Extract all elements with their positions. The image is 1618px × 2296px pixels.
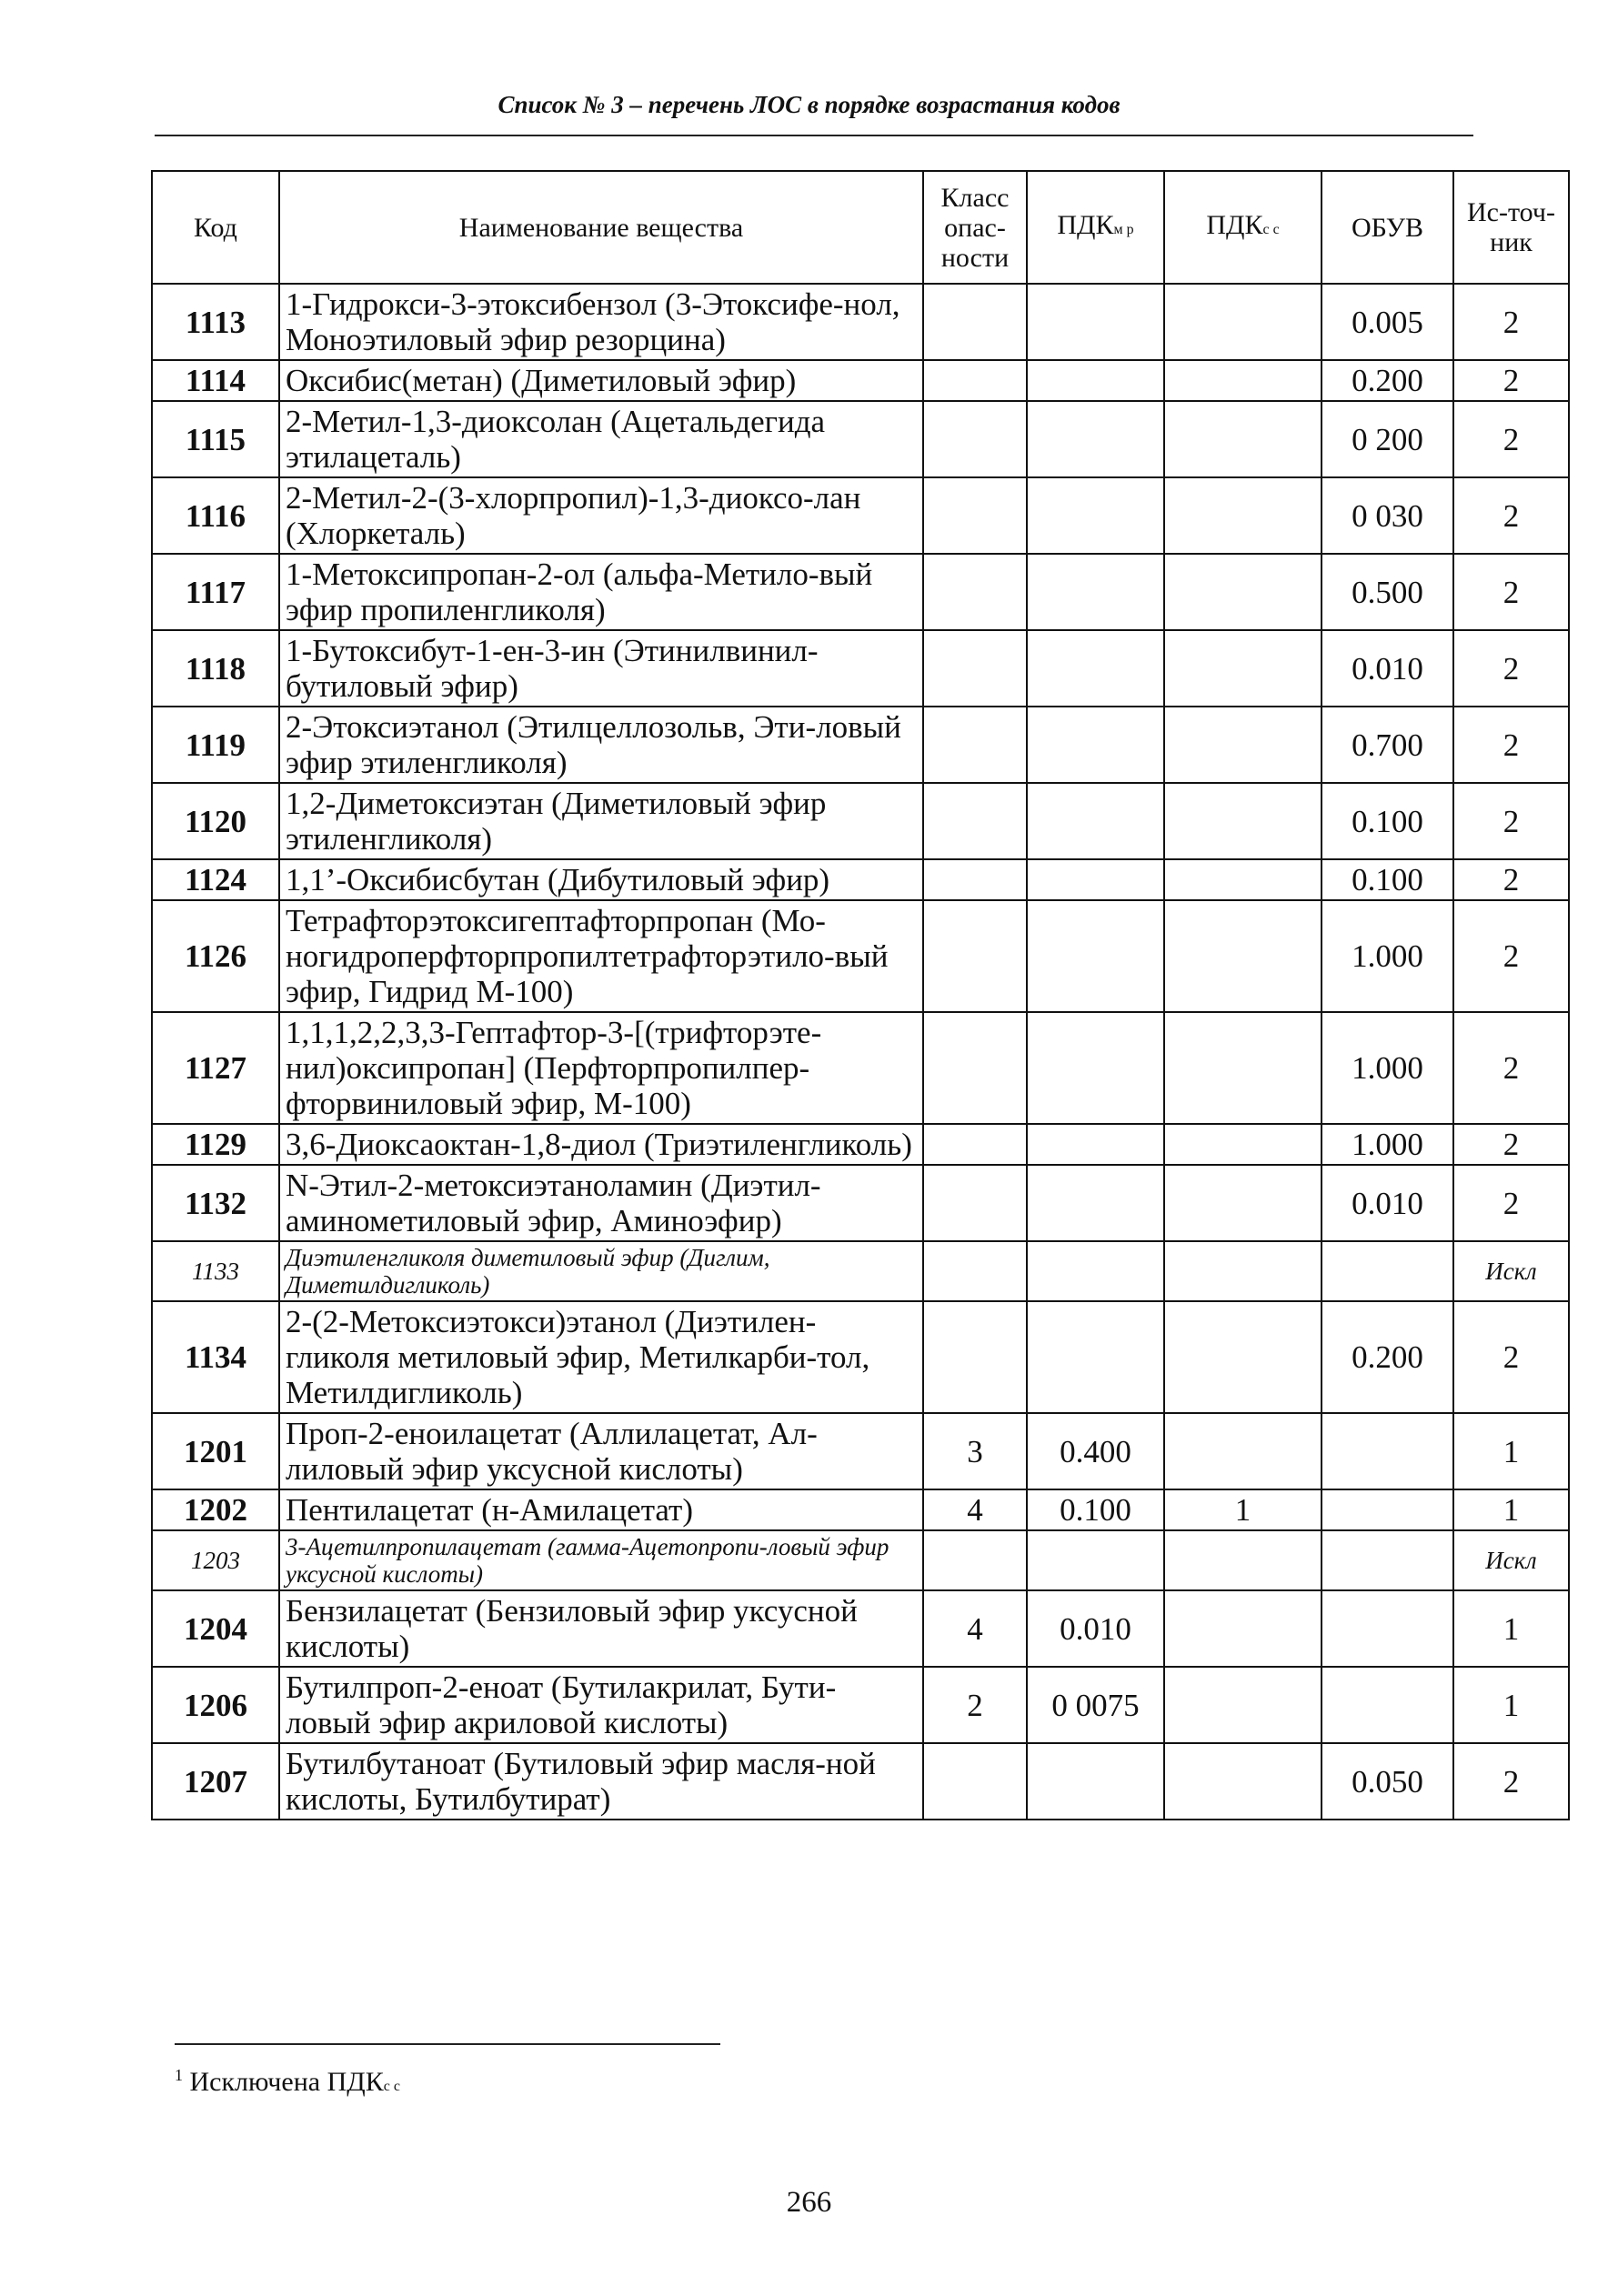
cell-hazard-class [923,284,1027,360]
cell-hazard-class: 3 [923,1413,1027,1489]
cell-pdk-mr [1027,1530,1164,1590]
cell-pdk-mr [1027,284,1164,360]
footnote-text: Исключена ПДК [189,2067,384,2097]
header-name: Наименование вещества [279,171,923,284]
cell-code: 1117 [152,554,279,630]
cell-source: 1 [1453,1590,1569,1667]
cell-obuv: 0.500 [1322,554,1453,630]
cell-name: Бутилбутаноат (Бутиловый эфир масля-ной кислоты, Бутилбутират) [279,1743,923,1820]
cell-pdk-ss [1164,1743,1322,1820]
table-row [152,1743,1569,1820]
cell-source: 2 [1453,477,1569,554]
cell-code: 1116 [152,477,279,554]
cell-pdk-ss [1164,360,1322,401]
header-rule [155,135,1473,136]
cell-name: 2-Этоксиэтанол (Этилцеллозольв, Эти-ловый эфир этиленгликоля) [279,707,923,783]
cell-obuv: 1.000 [1322,900,1453,1012]
cell-obuv [1322,1413,1453,1489]
table-row [152,1590,1569,1667]
cell-name: 3-Ацетилпропилацетат (гамма-Ацетопропи-ловый эфир уксусной кислоты) [279,1530,923,1590]
cell-source: 2 [1453,554,1569,630]
cell-hazard-class [923,707,1027,783]
cell-source: 1 [1453,1413,1569,1489]
substances-table [151,170,1570,1820]
cell-hazard-class [923,1012,1027,1124]
cell-hazard-class [923,1301,1027,1413]
cell-obuv: 0.700 [1322,707,1453,783]
cell-name: Диэтиленгликоля диметиловый эфир (Диглим, Диметилдигликоль) [279,1241,923,1301]
table-row [152,477,1569,554]
cell-pdk-mr [1027,1012,1164,1124]
cell-hazard-class [923,900,1027,1012]
cell-code: 1134 [152,1301,279,1413]
header-pdk-ss-sub: с с [1262,222,1280,237]
header-pdk-mr-text: ПДК [1057,210,1114,240]
cell-pdk-ss [1164,554,1322,630]
cell-source: 2 [1453,284,1569,360]
cell-pdk-mr [1027,1165,1164,1241]
cell-hazard-class [923,1743,1027,1820]
cell-pdk-mr [1027,783,1164,859]
cell-obuv [1322,1590,1453,1667]
cell-obuv: 0.100 [1322,859,1453,900]
table-row [152,401,1569,477]
cell-pdk-ss [1164,1241,1322,1301]
cell-pdk-ss [1164,1124,1322,1165]
cell-hazard-class [923,477,1027,554]
cell-pdk-ss: 1 [1164,1489,1322,1530]
cell-pdk-ss [1164,1301,1322,1413]
cell-pdk-mr: 0.010 [1027,1590,1164,1667]
table-row [152,1489,1569,1530]
cell-hazard-class [923,1530,1027,1590]
cell-source: 2 [1453,1743,1569,1820]
cell-obuv: 1.000 [1322,1012,1453,1124]
cell-hazard-class [923,554,1027,630]
table-row [152,1530,1569,1590]
cell-source: 2 [1453,401,1569,477]
header-pdk-mr-sub: м р [1113,222,1134,237]
cell-source: Искл [1453,1241,1569,1301]
cell-obuv: 0.005 [1322,284,1453,360]
cell-name: 1,1’-Оксибисбутан (Дибутиловый эфир) [279,859,923,900]
table-row [152,1165,1569,1241]
cell-hazard-class: 2 [923,1667,1027,1743]
cell-pdk-mr [1027,707,1164,783]
cell-code: 1129 [152,1124,279,1165]
cell-code: 1124 [152,859,279,900]
cell-name: Оксибис(метан) (Диметиловый эфир) [279,360,923,401]
page-header: Список № 3 – перечень ЛОС в порядке возрастания кодов [497,91,1121,118]
cell-pdk-mr [1027,1301,1164,1413]
cell-code: 1203 [152,1530,279,1590]
cell-name: 1,1,1,2,2,3,3-Гептафтор-3-[(трифторэте-нил)оксипропан] (Перфторпропилпер-фторвиниловый эфир, М-100) [279,1012,923,1124]
cell-name: 1-Гидрокси-3-этоксибензол (3-Этоксифе-нол, Моноэтиловый эфир резорцина) [279,284,923,360]
header-pdk-mr [1027,171,1164,284]
cell-code: 1118 [152,630,279,707]
cell-hazard-class [923,360,1027,401]
cell-source: 2 [1453,1012,1569,1124]
cell-pdk-ss [1164,284,1322,360]
cell-pdk-ss [1164,477,1322,554]
table-row [152,1667,1569,1743]
cell-obuv: 0.200 [1322,1301,1453,1413]
cell-pdk-ss [1164,783,1322,859]
cell-pdk-mr [1027,859,1164,900]
footnote [175,2059,400,2103]
cell-name: Пентилацетат (н-Амилацетат) [279,1489,923,1530]
cell-pdk-ss [1164,1667,1322,1743]
table-row [152,1301,1569,1413]
cell-pdk-ss [1164,1413,1322,1489]
cell-obuv: 0.200 [1322,360,1453,401]
cell-hazard-class [923,783,1027,859]
cell-pdk-mr: 0 0075 [1027,1667,1164,1743]
cell-pdk-mr: 0.100 [1027,1489,1164,1530]
cell-pdk-mr: 0.400 [1027,1413,1164,1489]
cell-name: Бутилпроп-2-еноат (Бутилакрилат, Бути-ловый эфир акриловой кислоты) [279,1667,923,1743]
cell-source: 2 [1453,630,1569,707]
cell-code: 1204 [152,1590,279,1667]
table-row [152,284,1569,360]
cell-code: 1206 [152,1667,279,1743]
cell-name: 3,6-Диоксаоктан-1,8-диол (Триэтиленгликоль) [279,1124,923,1165]
cell-code: 1202 [152,1489,279,1530]
cell-obuv [1322,1667,1453,1743]
cell-code: 1133 [152,1241,279,1301]
cell-code: 1132 [152,1165,279,1241]
table-row [152,900,1569,1012]
cell-source: 2 [1453,1301,1569,1413]
table-row [152,1413,1569,1489]
cell-pdk-mr [1027,900,1164,1012]
cell-name: Проп-2-еноилацетат (Аллилацетат, Ал-лиловый эфир уксусной кислоты) [279,1413,923,1489]
cell-hazard-class: 4 [923,1590,1027,1667]
cell-source: 2 [1453,360,1569,401]
cell-pdk-mr [1027,1124,1164,1165]
table-row [152,707,1569,783]
cell-pdk-mr [1027,554,1164,630]
footnote-mark: 1 [175,2066,183,2084]
footnote-sub: с с [383,2079,400,2094]
table-row [152,859,1569,900]
table-row [152,783,1569,859]
cell-hazard-class [923,401,1027,477]
cell-pdk-mr [1027,401,1164,477]
table-row [152,630,1569,707]
cell-pdk-mr [1027,477,1164,554]
cell-pdk-ss [1164,401,1322,477]
table-row [152,1124,1569,1165]
cell-source: 1 [1453,1667,1569,1743]
header-obuv: ОБУВ [1322,171,1453,284]
header-source: Ис-точ-ник [1453,171,1569,284]
cell-source: 2 [1453,859,1569,900]
cell-pdk-mr [1027,630,1164,707]
table-row [152,1241,1569,1301]
cell-code: 1120 [152,783,279,859]
table-header-row [152,171,1569,284]
cell-obuv: 0 200 [1322,401,1453,477]
cell-obuv: 0.010 [1322,1165,1453,1241]
cell-pdk-ss [1164,900,1322,1012]
cell-name: 2-Метил-1,3-диоксолан (Ацетальдегида этилацеталь) [279,401,923,477]
cell-source: 2 [1453,900,1569,1012]
cell-name: 1-Метоксипропан-2-ол (альфа-Метило-вый эфир пропиленгликоля) [279,554,923,630]
cell-name: Тетрафторэтоксигептафторпропан (Мо-ногидроперфторпропилтетрафторэтило-вый эфир, Гидрид М-100) [279,900,923,1012]
cell-code: 1126 [152,900,279,1012]
cell-code: 1114 [152,360,279,401]
page-number: 266 [786,2186,832,2219]
header-hazard-class: Класс опас-ности [923,171,1027,284]
cell-pdk-ss [1164,1012,1322,1124]
cell-pdk-mr [1027,360,1164,401]
cell-source: 1 [1453,1489,1569,1530]
cell-hazard-class [923,859,1027,900]
cell-obuv: 1.000 [1322,1124,1453,1165]
cell-name: 2-(2-Метоксиэтокси)этанол (Диэтилен-гликоля метиловый эфир, Метилкарби-тол, Метилдигликоль) [279,1301,923,1413]
cell-code: 1113 [152,284,279,360]
cell-pdk-ss [1164,707,1322,783]
cell-source: Искл [1453,1530,1569,1590]
table-row [152,554,1569,630]
cell-name: Бензилацетат (Бензиловый эфир уксусной кислоты) [279,1590,923,1667]
cell-hazard-class [923,1124,1027,1165]
cell-hazard-class: 4 [923,1489,1027,1530]
cell-pdk-ss [1164,1530,1322,1590]
cell-name: N-Этил-2-метоксиэтаноламин (Диэтил-аминометиловый эфир, Аминоэфир) [279,1165,923,1241]
cell-pdk-ss [1164,1590,1322,1667]
cell-pdk-mr [1027,1743,1164,1820]
header-pdk-ss-text: ПДК [1206,210,1263,240]
cell-code: 1115 [152,401,279,477]
cell-hazard-class [923,1241,1027,1301]
cell-name: 1,2-Диметоксиэтан (Диметиловый эфир этиленгликоля) [279,783,923,859]
header-pdk-ss [1164,171,1322,284]
cell-pdk-ss [1164,859,1322,900]
header-code: Код [152,171,279,284]
table-row [152,1012,1569,1124]
footnote-rule [175,2043,720,2045]
cell-code: 1201 [152,1413,279,1489]
cell-name: 2-Метил-2-(3-хлорпропил)-1,3-диоксо-лан (Хлоркеталь) [279,477,923,554]
cell-obuv [1322,1530,1453,1590]
cell-obuv [1322,1241,1453,1301]
cell-code: 1119 [152,707,279,783]
cell-source: 2 [1453,1165,1569,1241]
cell-source: 2 [1453,783,1569,859]
cell-hazard-class [923,1165,1027,1241]
cell-pdk-ss [1164,630,1322,707]
cell-source: 2 [1453,1124,1569,1165]
cell-name: 1-Бутоксибут-1-ен-3-ин (Этинилвинил-бутиловый эфир) [279,630,923,707]
cell-pdk-mr [1027,1241,1164,1301]
cell-hazard-class [923,630,1027,707]
cell-obuv: 0.100 [1322,783,1453,859]
cell-source: 2 [1453,707,1569,783]
cell-obuv: 0 030 [1322,477,1453,554]
cell-pdk-ss [1164,1165,1322,1241]
cell-obuv [1322,1489,1453,1530]
cell-obuv: 0.050 [1322,1743,1453,1820]
table-row [152,360,1569,401]
table-body [152,284,1569,1820]
cell-code: 1127 [152,1012,279,1124]
cell-code: 1207 [152,1743,279,1820]
cell-obuv: 0.010 [1322,630,1453,707]
